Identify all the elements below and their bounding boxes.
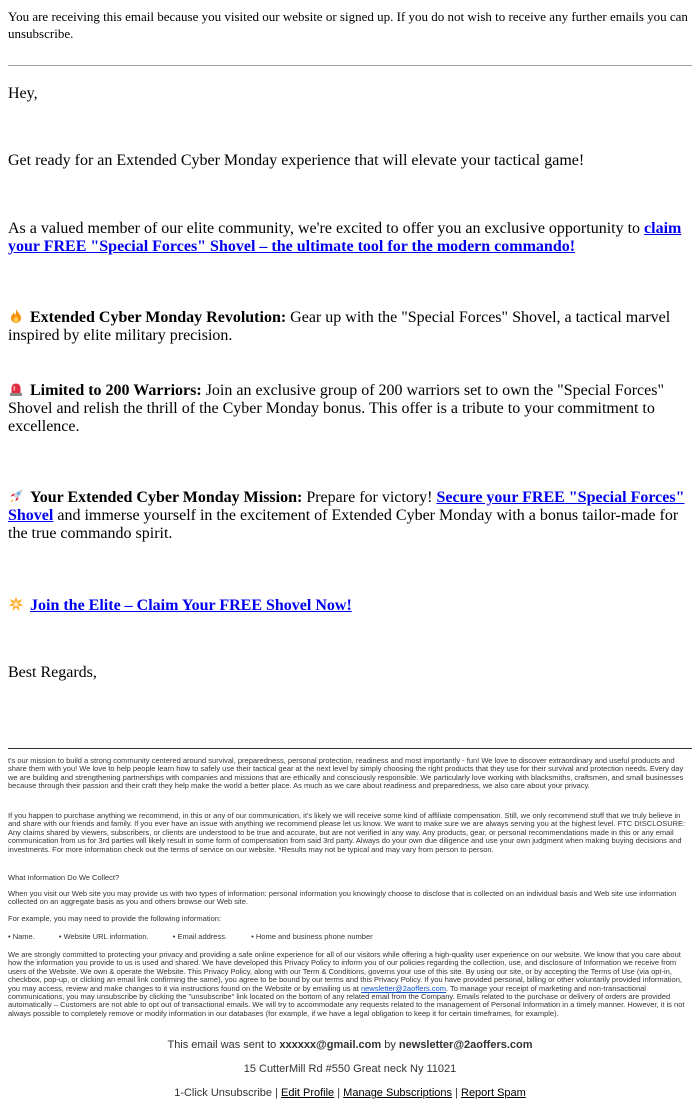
collision-icon xyxy=(8,596,24,612)
privacy-text-2: . To manage your receipt of marketing and non-transactional communications, you may unsubscribe by clicking the "unsubscribe" link located on the bottom of any related email from the Company. Emails related to the purchase or delivery of orders are provided automatically – Customers are not able to opt out of transactional emails. We will try to accommodate any requests related to the management of Personal Information in a timely manner. However, it is not always possible to completely remove or modify information in our databases (for example, if we have a legal obligation to keep it for certain timeframes, for example). xyxy=(8,983,685,1018)
point-mission-title: Your Extended Cyber Monday Mission: xyxy=(30,489,303,506)
signoff: Best Regards, xyxy=(8,664,97,681)
list-item: • Email address. xyxy=(172,932,228,941)
one-click-unsubscribe-label: 1-Click Unsubscribe xyxy=(174,1087,272,1099)
privacy-policy-paragraph xyxy=(8,951,692,1018)
manage-subscriptions-link[interactable]: Manage Subscriptions xyxy=(343,1087,453,1099)
footer-links xyxy=(0,1087,700,1099)
postal-address: 15 CutterMill Rd #550 Great neck Ny 11021 xyxy=(243,1063,457,1075)
affiliate-disclosure: If you happen to purchase anything we recommend, in this or any of our communication, it's likely we will receive some kind of affiliate compensation. Still, we only recommend stuff that we truly believe in and share with our friends and family. If you ever have an issue with anything we recommend please let us know. We want to make sure we are always serving you at the highest level. FTC DISCLOSURE: Any claims shared by viewers, subscribers, or clients are understood to be true and accurate, but are not verified in any way. Any products, gear, or personal recommendations made in this or any email communication from us for 3rd parties will likely result in some form of compensation from said 3rd party. Always do your own due diligence and use your own judgment when making buying decisions and investments. For more information check out the terms of service on our website. *Results may not be typical and may vary from person to person. xyxy=(8,811,686,854)
point-revolution-text: Gear up with the "Special Forces" Shovel, a tactical marvel inspired by elite military precision. xyxy=(8,309,671,344)
recipient-email: xxxxxx@gmail.com xyxy=(279,1039,382,1051)
info-example-line: For example, you may need to provide the following information: xyxy=(8,914,222,923)
privacy-text-1: We are strongly committed to protecting your privacy and providing a safe online experience for all of our visitors while offering a high-quality user experience on our website. We know that you care about how the information you provide to us is used and shared. We have developed this Privacy Policy to inform you of our policies regarding the collection, use, and disclosure of Information we receive from users of the Website. We own & operate the Website. This Privacy Policy, along with our Term & Conditions, governs your use of this site. By using our site, or by accepting the Terms of Use (via opt-in, checkbox, pop-up, or clicking an email link confirming the same), you agree to be bound by our terms and this Privacy Policy. If you have provided personal, billing or other voluntarily provided information, you may access, review and make changes to it via instructions found on the Website or by emailing us at xyxy=(8,950,682,993)
sender-email: newsletter@2aoffers.com xyxy=(398,1039,533,1051)
greeting: Hey, xyxy=(8,85,38,102)
list-item: • Website URL information. xyxy=(58,932,149,941)
point-mission xyxy=(8,488,692,543)
list-item: • Name. xyxy=(8,932,35,941)
info-collect-paragraph: When you visit our Web site you may provide us with two types of information: personal information you knowingly choose to disclose that is collected on an individual basis and Web site use information collected on an aggregate basis as you and others browse our Web site. xyxy=(8,889,677,907)
offer-paragraph xyxy=(8,220,692,256)
sent-by: by xyxy=(381,1039,399,1051)
separator: | xyxy=(452,1087,461,1099)
separator: | xyxy=(334,1087,344,1099)
footer-divider xyxy=(8,748,692,749)
point-warriors xyxy=(8,381,692,436)
offer-text: As a valued member of our elite community, we're excited to offer you an exclusive opportunity to xyxy=(8,220,645,237)
point-mission-text-2: and immerse yourself in the excitement of Extended Cyber Monday with a bonus tailor-made for the true commando spirit. xyxy=(8,507,679,542)
point-mission-text-1: Prepare for victory! xyxy=(302,489,437,506)
edit-profile-link[interactable]: Edit Profile xyxy=(280,1087,335,1099)
report-spam-link[interactable]: Report Spam xyxy=(461,1087,526,1099)
point-revolution xyxy=(8,308,692,345)
sent-prefix: This email was sent to xyxy=(167,1039,280,1051)
info-collect-heading: What Information Do We Collect? xyxy=(8,873,120,882)
sent-to-line xyxy=(0,1039,700,1051)
claim-shovel-link[interactable]: claim your FREE "Special Forces" Shovel – the ultimate tool for the modern commando! xyxy=(8,220,682,255)
fire-icon xyxy=(8,308,24,324)
cta-line xyxy=(8,596,692,615)
list-item: • Home and business phone number xyxy=(251,932,373,941)
unsubscribe-notice: You are receiving this email because you visited our website or signed up. If you do not wish to receive any further emails you can unsubscribe. xyxy=(8,9,688,41)
point-revolution-title: Extended Cyber Monday Revolution: xyxy=(30,309,287,326)
mission-statement: t's our mission to build a strong community centered around survival, preparedness, personal protection, readiness and most importantly - fun! We love to discover extraordinary and useful products and share them with you! We love to help people learn how to safely use their tactical gear at the next level by simply choosing the right products that they use for their survival and protection needs. Every day we are building and strengthening partnerships with companies and missions that are ethically and consciously responsible. We particularly love working with blacksmiths, craftsmen, and small businesses because through their passion and their craft they help make the world a better place. As much as we care about readiness and preparedness, we also care about your privacy. xyxy=(8,756,684,791)
secure-shovel-link[interactable]: Secure your FREE "Special Forces" Shovel xyxy=(8,489,685,524)
top-divider xyxy=(8,65,692,66)
point-warriors-title: Limited to 200 Warriors: xyxy=(30,382,202,399)
join-elite-link[interactable]: Join the Elite – Claim Your FREE Shovel Now! xyxy=(30,597,352,614)
info-bullet-list xyxy=(8,933,692,941)
privacy-email-link[interactable]: newsletter@2aoffers.com xyxy=(360,983,446,993)
point-warriors-text: Join an exclusive group of 200 warriors set to own the "Special Forces" Shovel and relish the thrill of the Cyber Monday bonus. This offer is a tribute to your commitment to excellence. xyxy=(8,382,664,435)
rocket-icon xyxy=(8,488,24,504)
siren-icon xyxy=(8,381,24,397)
separator: | xyxy=(272,1087,281,1099)
intro-paragraph: Get ready for an Extended Cyber Monday experience that will elevate your tactical game! xyxy=(8,152,585,169)
